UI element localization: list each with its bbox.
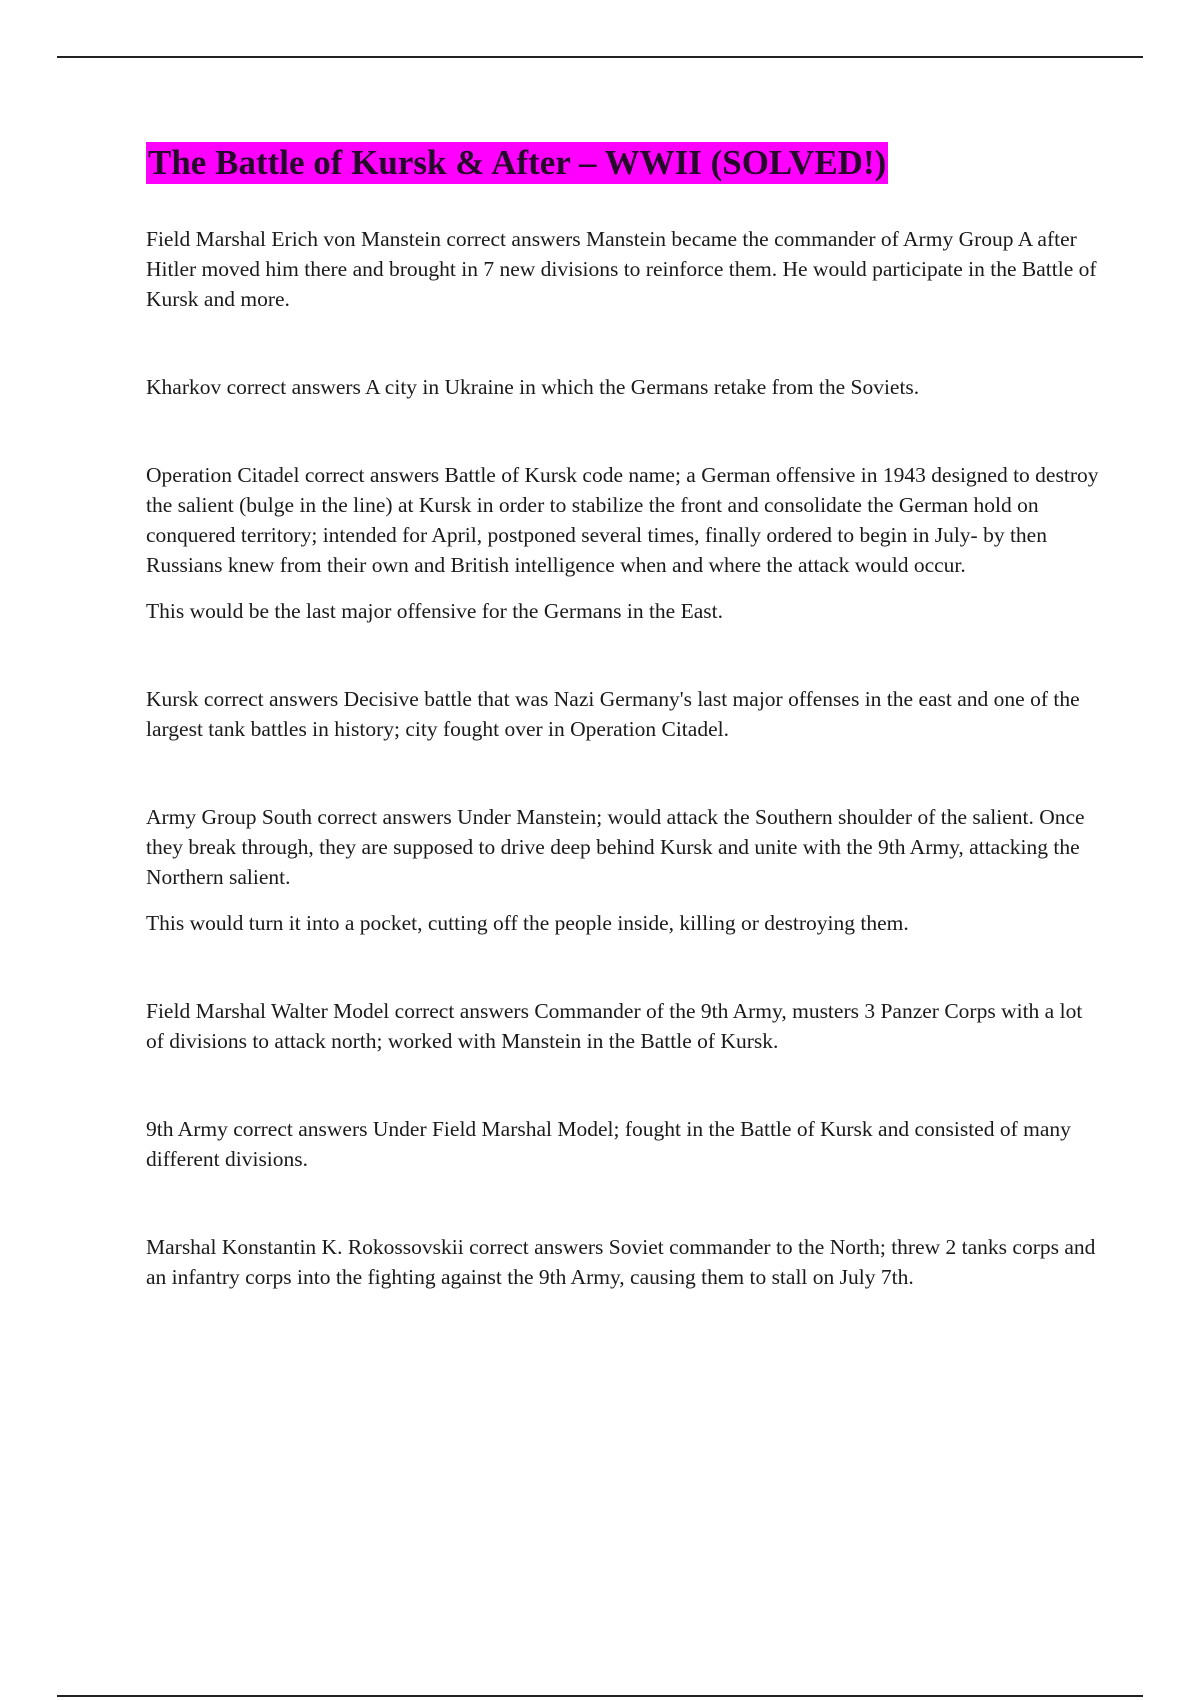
document-title: The Battle of Kursk & After – WWII (SOLVED!) [148,143,887,182]
entry-paragraph: Marshal Konstantin K. Rokossovskii correct answers Soviet commander to the North; threw 2 tanks corps and an infantry corps into the fighting against the 9th Army, causing them to stall on July 7th. [146,1235,1096,1289]
entry-manstein [146,224,1101,314]
footer-rule [57,1695,1143,1697]
header-rule [57,56,1143,58]
entry-paragraph: Army Group South correct answers Under Manstein; would attack the Southern shoulder of the salient. Once they break through, they are supposed to drive deep behind Kursk and unite with the 9th Army, attacking the Northern salient. [146,805,1085,889]
entry-army-group-south [146,802,1101,938]
entry-operation-citadel [146,460,1101,626]
entries [146,224,1101,1292]
entry-walter-model [146,996,1101,1056]
entry-rokossovskii [146,1232,1101,1292]
entry-paragraph: Kharkov correct answers A city in Ukraine in which the Germans retake from the Soviets. [146,375,920,399]
entry-paragraph: Field Marshal Walter Model correct answers Commander of the 9th Army, musters 3 Panzer Corps with a lot of divisions to attack north; worked with Manstein in the Battle of Kursk. [146,999,1083,1053]
entry-9th-army [146,1114,1101,1174]
entry-paragraph: This would turn it into a pocket, cutting off the people inside, killing or destroying them. [146,911,909,935]
entry-paragraph: Kursk correct answers Decisive battle that was Nazi Germany's last major offenses in the east and one of the largest tank battles in history; city fought over in Operation Citadel. [146,687,1080,741]
entry-paragraph: Operation Citadel correct answers Battle of Kursk code name; a German offensive in 1943 designed to destroy the salient (bulge in the line) at Kursk in order to stabilize the front and consolidate the German hold on conquered territory; intended for April, postponed several times, finally ordered to begin in July- by then Russians knew from their own and British intelligence when and where the attack would occur. [146,463,1099,577]
entry-kursk [146,684,1101,744]
page-content [146,142,1101,1350]
entry-paragraph: This would be the last major offensive for the Germans in the East. [146,599,723,623]
entry-paragraph: 9th Army correct answers Under Field Marshal Model; fought in the Battle of Kursk and consisted of many different divisions. [146,1117,1071,1171]
entry-kharkov [146,372,1101,402]
entry-paragraph: Field Marshal Erich von Manstein correct answers Manstein became the commander of Army Group A after Hitler moved him there and brought in 7 new divisions to reinforce them. He would participate in the Battle of Kursk and more. [146,227,1097,311]
